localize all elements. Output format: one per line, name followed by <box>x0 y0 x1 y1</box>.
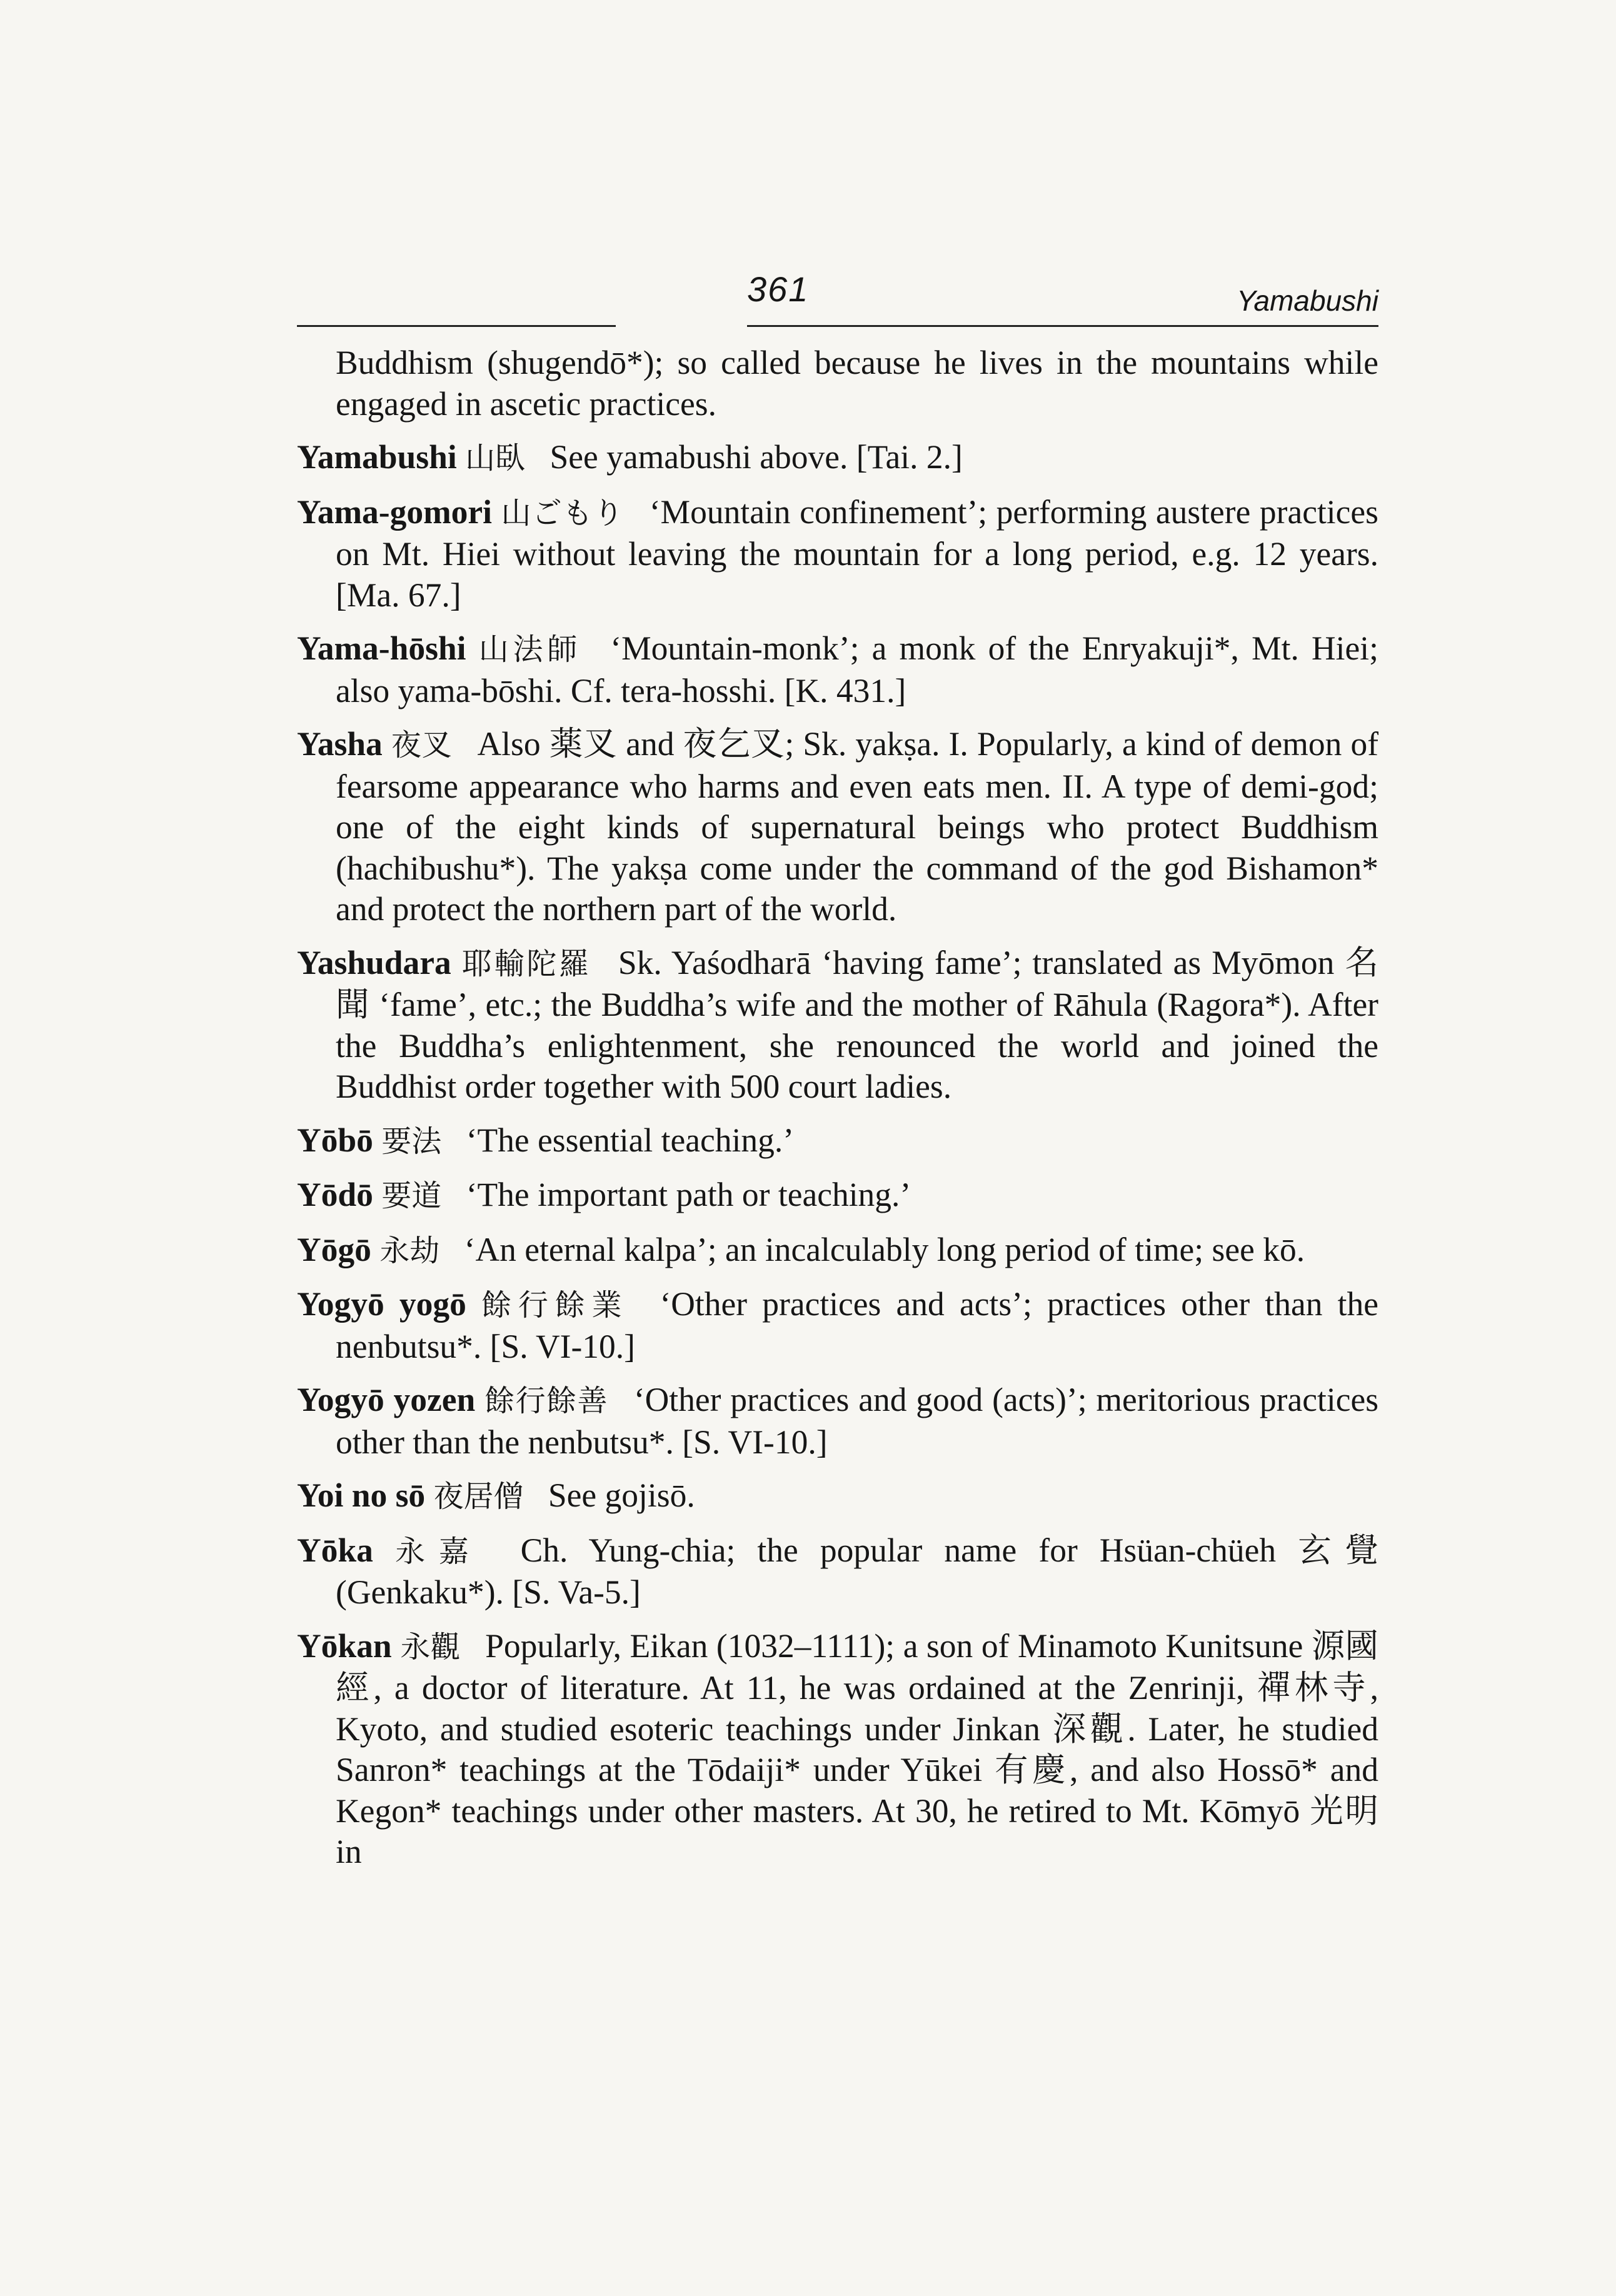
entry-text: ‘An eternal kalpa’; an incalculably long period of time; see kō. <box>464 1230 1305 1268</box>
entry-yashudara <box>297 943 1378 1108</box>
entry-kanji: 要法 <box>381 1123 442 1159</box>
entry-headword: Yōkan <box>297 1627 392 1665</box>
entry-kanji: 餘行餘業 <box>481 1288 629 1323</box>
entry-text: Buddhism (shugendō*); so called because he lives in the mountains while engaged in ascetic practices. <box>336 344 1378 423</box>
entry-headword: Yama-hōshi <box>297 629 466 667</box>
entry-headword: Yashudara <box>297 943 451 981</box>
running-title: Yamabushi <box>1237 284 1378 317</box>
entry-headword: Yōgō <box>297 1230 371 1268</box>
page-number: 361 <box>747 269 810 309</box>
entry-yodo <box>297 1175 1378 1217</box>
entry-kanji: 要道 <box>381 1178 442 1213</box>
entry-kanji: 永觀 <box>400 1629 461 1665</box>
entry-text: Sk. Yaśodharā ‘having fame’; translated as Myōmon 名聞 ‘fame’, etc.; the Buddha’s wife and the mother of Rāhula (Ragora*). After the Buddha’s enlightenment, she renounced the world and joined the Buddhist order together with 500 court ladies. <box>336 943 1378 1105</box>
entry-headword: Yogyō yozen <box>297 1381 476 1418</box>
entry-kanji: 山法師 <box>478 632 582 667</box>
entry-yama-hoshi <box>297 628 1378 711</box>
entry-continuation <box>297 343 1378 424</box>
entry-text: See gojisō. <box>548 1476 695 1514</box>
entry-list <box>297 343 1378 1873</box>
entry-kanji: 山ごもり <box>501 495 625 531</box>
entry-text: ‘Other practices and acts’; practices other than the nenbutsu*. [S. VI-10.] <box>336 1285 1379 1365</box>
entry-text: Popularly, Eikan (1032–1111); a son of Minamoto Kunitsune 源國經, a doctor of literature. At 11, he was ordained at the Zenrinji, 禪林寺, Kyoto, and studied esoteric teachings under Jinkan 深觀. Later, he studied Sanron* teachings at the Tōdaiji* under Yūkei 有慶, and also Hossō* and Kegon* teachings under other masters. At 30, he retired to Mt. Kōmyō 光明 in <box>336 1627 1379 1870</box>
entry-headword: Yōka <box>297 1531 373 1569</box>
entry-yoi-no-so <box>297 1475 1378 1518</box>
entry-yoka <box>297 1530 1378 1613</box>
entry-headword: Yogyō yogō <box>297 1285 466 1323</box>
entry-text: ‘Mountain-monk’; a monk of the Enryakuji*, Mt. Hiei; also yama-bōshi. Cf. tera-hosshi. [K. 431.] <box>336 629 1379 709</box>
entry-headword: Yamabushi <box>297 438 457 476</box>
entry-yokan <box>297 1626 1378 1873</box>
entry-headword: Yasha <box>297 725 383 763</box>
entry-yobo <box>297 1120 1378 1163</box>
entry-kanji: 耶輸陀羅 <box>461 946 591 981</box>
entry-yasha <box>297 724 1378 930</box>
entry-headword: Yōbō <box>297 1121 373 1159</box>
entry-kanji: 夜居僧 <box>433 1479 524 1514</box>
entry-yogo <box>297 1230 1378 1272</box>
entry-kanji: 餘行餘善 <box>484 1383 608 1418</box>
running-head <box>297 263 1378 331</box>
entry-kanji: 永嘉 <box>395 1533 483 1569</box>
entry-kanji: 夜叉 <box>391 728 453 763</box>
entry-kanji: 山臥 <box>465 441 526 476</box>
entry-yama-gomori <box>297 492 1378 616</box>
entry-headword: Yoi no sō <box>297 1476 426 1514</box>
entry-yogyo-yogo <box>297 1284 1378 1367</box>
entry-text: Also 薬叉 and 夜乞叉; Sk. yakṣa. I. Popularly, a kind of demon of fearsome appearance who harms and even eats men. II. A type of demi-god; one of the eight kinds of supernatural beings who protect Buddhism (hachibushu*). The yakṣa come under the command of the god Bishamon* and protect the northern part of the world. <box>336 725 1379 928</box>
entry-kanji: 永劫 <box>379 1233 440 1268</box>
entry-headword: Yama-gomori <box>297 493 493 531</box>
entry-text: ‘The important path or teaching.’ <box>466 1176 911 1213</box>
header-rule-left <box>297 325 616 327</box>
entry-text: ‘The essential teaching.’ <box>466 1121 795 1159</box>
entry-text: ‘Mountain confinement’; performing austere practices on Mt. Hiei without leaving the mountain for a long period, e.g. 12 years. [Ma. 67.] <box>336 493 1378 614</box>
entry-text: ‘Other practices and good (acts)’; meritorious practices other than the nenbutsu*. [S. VI-10.] <box>336 1381 1379 1461</box>
dictionary-page <box>297 263 1378 1885</box>
entry-yamabushi <box>297 437 1378 479</box>
entry-text: See yamabushi above. [Tai. 2.] <box>550 438 963 476</box>
entry-yogyo-yozen <box>297 1380 1378 1463</box>
entry-text: Ch. Yung-chia; the popular name for Hsüan-chüeh 玄覺 (Genkaku*). [S. Va-5.] <box>336 1531 1379 1611</box>
header-rule-right <box>747 325 1378 327</box>
entry-headword: Yōdō <box>297 1176 373 1213</box>
